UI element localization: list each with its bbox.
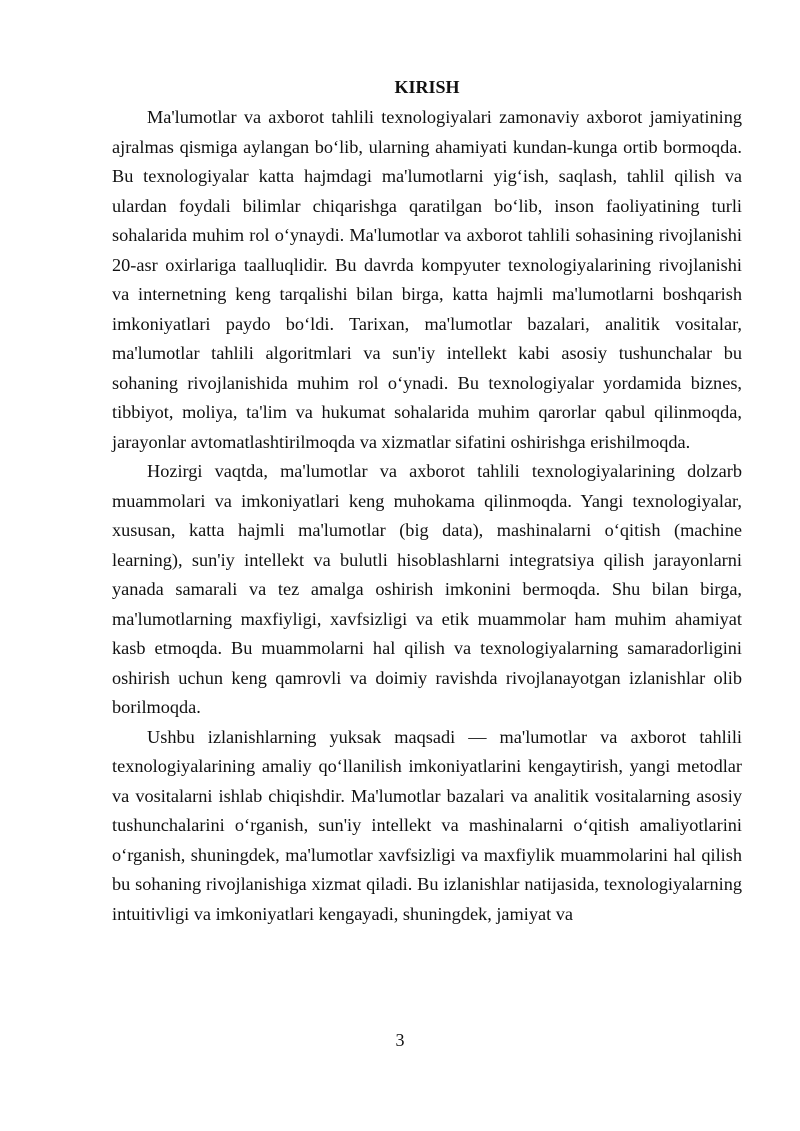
document-page: [112, 74, 742, 929]
paragraph-current-state: Hozirgi vaqtda, ma'lumotlar va axborot tahlili texnologiyalarining dolzarb muammolari va imkoniyatlari keng muhokama qilinmoqda. Yangi texnologiyalar, xususan, katta hajmli ma'lumotlar (big data), mashinalarni o‘qitish (machine learning), sun'iy intellekt va bulutli hisoblashlarni integratsiya qilish jarayonlarni yanada samarali va tez amalga oshirish imkonini bermoqda. Shu bilan birga, ma'lumotlarning maxfiyligi, xavfsizligi va etik muammolar ham muhim ahamiyat kasb etmoqda. Bu muammolarni hal qilish va texnologiyalarning samaradorligini oshirish uchun keng qamrovli va doimiy ravishda rivojlanayotgan izlanishlar olib borilmoqda.: [112, 461, 742, 717]
paragraph-intro: Ma'lumotlar va axborot tahlili texnologiyalari zamonaviy axborot jamiyatining ajralmas qismiga aylangan bo‘lib, ularning ahamiyati kundan-kunga ortib bormoqda. Bu texnologiyalar katta hajmdagi ma'lumotlarni yig‘ish, saqlash, tahlil qilish va ulardan foydali bilimlar chiqarishga qaratilgan bo‘lib, inson faoliyatining turli sohalarida muhim rol o‘ynaydi. Ma'lumotlar va axborot tahlili sohasining rivojlanishi 20-asr oxirlariga taalluqlidir. Bu davrda kompyuter texnologiyalarining rivojlanishi va internetning keng tarqalishi bilan birga, katta hajmli ma'lumotlarni boshqarish imkoniyatlari paydo bo‘ldi. Tarixan, ma'lumotlar bazalari, analitik vositalar, ma'lumotlar tahlili algoritmlari va sun'iy intellekt kabi asosiy tushunchalar bu sohaning rivojlanishida muhim rol o‘ynadi. Bu texnologiyalar yordamida biznes, tibbiyot, moliya, ta'lim va hukumat sohalarida muhim qarorlar qabul qilinmoqda, jarayonlar avtomatlashtirilmoqda va xizmatlar sifatini oshirishga erishilmoqda.: [112, 107, 742, 452]
section-heading: KIRISH: [394, 77, 460, 97]
paragraph-research-goal: Ushbu izlanishlarning yuksak maqsadi — ma'lumotlar va axborot tahlili texnologiyalarining amaliy qo‘llanilish imkoniyatlarini kengaytirish, yangi metodlar va vositalarni ishlab chiqishdir. Ma'lumotlar bazalari va analitik vositalarning asosiy tushunchalarini o‘rganish, sun'iy intellekt va mashinalarni o‘qitish amaliyotlarini o‘rganish, shuningdek, ma'lumotlar xavfsizligi va maxfiylik muammolarini hal qilish bu sohaning rivojlanishiga xizmat qiladi. Bu izlanishlar natijasida, texnologiyalarning intuitivligi va imkoniyatlari kengayadi, shuningdek, jamiyat va: [112, 726, 742, 924]
page-number: 3: [395, 1030, 405, 1050]
